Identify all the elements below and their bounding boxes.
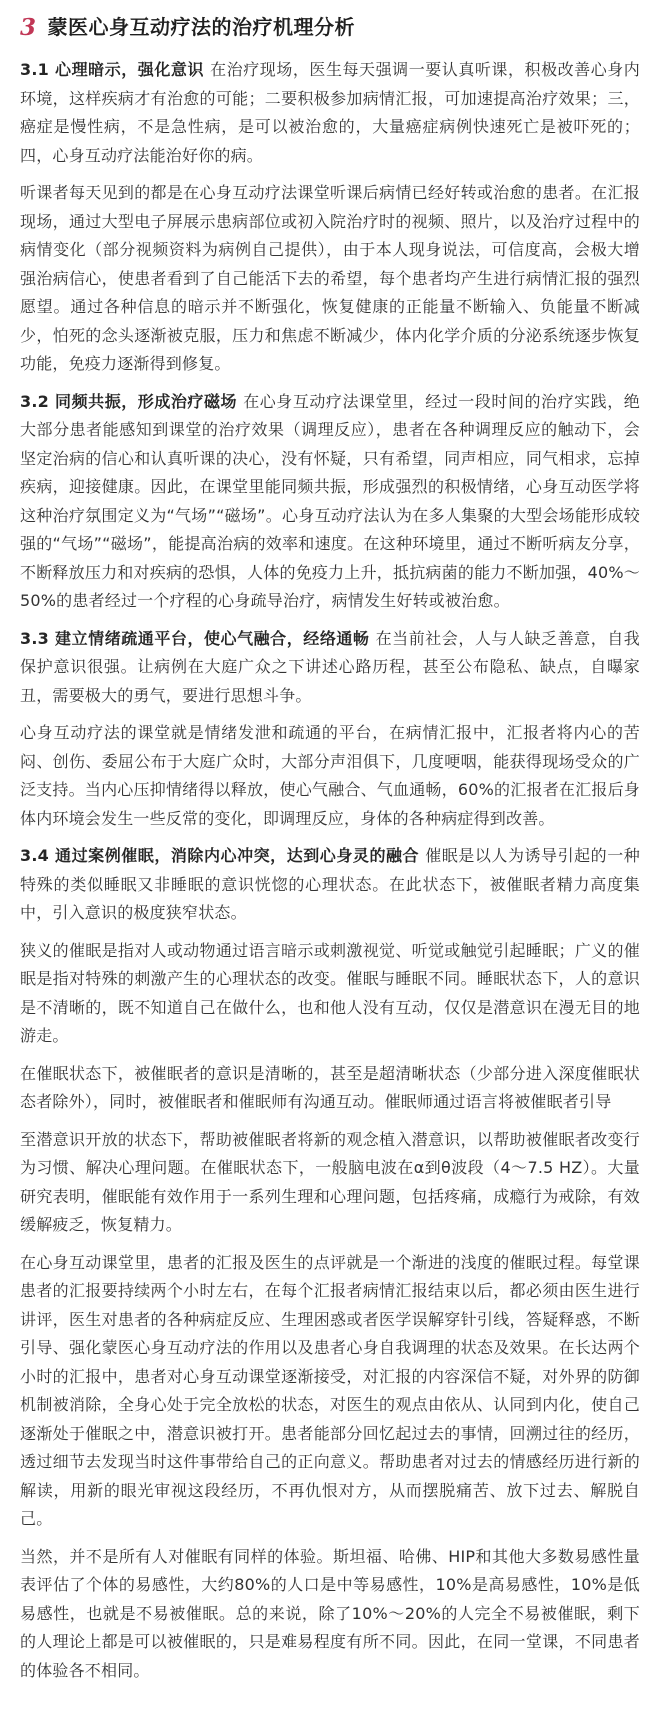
paragraph-text: 听课者每天见到的都是在心身互动疗法课堂听课后病情已经好转或治愈的患者。在汇报现场，通过大型电子屏展示患病部位或初入院治疗时的视频、照片，以及治疗过程中的病情变化（部分视频资料为病例自己提供），由于本人现身说法，可信度高，会极大增强治病信心，使患者看到了自己能活下去的希望，每个患者均产生进行病情汇报的强烈愿望。通过各种信息的暗示并不断强化，恢复健康的正能量不断输入、负能量不断减少，怕死的念头逐渐被克服，压力和焦虑不断减少，体内化学介质的分泌系统逐步恢复功能，免疫力逐渐得到修复。 xyxy=(20,183,640,373)
paragraph-text: 在催眠状态下，被催眠者的意识是清晰的，甚至是超清晰状态（少部分进入深度催眠状态者除外），同时，被催眠者和催眠师有沟通互动。催眠师通过语言将被催眠者引导 xyxy=(20,1063,640,1111)
paragraph-text: 催眠是以人为诱导引起的一种特殊的类似睡眠又非睡眠的意识恍惚的心理状态。在此状态下，被催眠者精力高度集中，引入意识的极度狭窄状态。 xyxy=(20,846,640,922)
paragraph-text: 在心身互动疗法课堂里，经过一段时间的治疗实践，绝大部分患者能感知到课堂的治疗效果（调理反应），患者在各种调理反应的触动下，会坚定治病的信心和认真听课的决心，没有怀疑，只有希望，同声相应，同气相求，忘掉疾病，迎接健康。因此，在课堂里能同频共振，形成强烈的积极情绪，心身互动医学将这种治疗氛围定义为“气场”“磁场”。心身互动疗法认为在多人集聚的大型会场能形成较强的“气场”“磁场”，能提高治病的效率和速度。在这种环境里，通过不断听病友分享，不断释放压力和对疾病的恐惧，人体的免疫力上升，抵抗病菌的能力不断加强，40%～50%的患者经过一个疗程的心身疏导治疗，病情发生好转或被治愈。 xyxy=(20,391,640,610)
paragraph-3-1 xyxy=(20,56,640,170)
subsection-heading-3-4: 3.4 通过案例催眠，消除内心冲突，达到心身灵的融合 xyxy=(20,846,420,865)
paragraph-3-3 xyxy=(20,625,640,711)
paragraph xyxy=(20,1249,640,1534)
paragraph-text: 在心身互动课堂里，患者的汇报及医生的点评就是一个渐进的浅度的催眠过程。每堂课患者的汇报要持续两个小时左右，在每个汇报者病情汇报结束以后，都必须由医生进行讲评，医生对患者的各种病症反应、生理困惑或者医学误解穿针引线，答疑释惑，不断引导、强化蒙医心身互动疗法的作用以及患者心身自我调理的状态及效果。在长达两个小时的汇报中，患者对心身互动课堂逐渐接受，对汇报的内容深信不疑，对外界的防御机制被消除，全身心处于完全放松的状态，对医生的观点由依从、认同到内化，使自己逐渐处于催眠之中，潜意识被打开。患者能部分回忆起过去的事情，回溯过往的经历，透过细节去发现当时这件事带给自己的正向意义。帮助患者对过去的情感经历进行新的解读，用新的眼光审视这段经历，不再仇恨对方，从而摆脱痛苦、放下过去、解脱自己。 xyxy=(20,1252,640,1528)
paragraph-3-2 xyxy=(20,388,640,616)
paragraph xyxy=(20,1543,640,1686)
paragraph-text: 在治疗现场，医生每天强调一要认真听课，积极改善心身内环境，这样疾病才有治愈的可能；二要积极参加病情汇报，可加速提高治疗效果；三，癌症是慢性病，不是急性病，是可以被治愈的，大量癌症病例快速死亡是被吓死的；四，心身互动疗法能治好你的病。 xyxy=(20,60,641,165)
paragraph xyxy=(20,179,640,379)
paragraph xyxy=(20,719,640,833)
paragraph-3-4 xyxy=(20,842,640,928)
paragraph xyxy=(20,937,640,1051)
section-title xyxy=(20,12,640,42)
paragraph-text: 当然，并不是所有人对催眠有同样的体验。斯坦福、哈佛、HIP和其他大多数易感性量表评估了个体的易感性，大约80%的人口是中等易感性，10%是高易感性，10%是低易感性，也就是不易被催眠。总的来说，除了10%～20%的人完全不易被催眠，剩下的人理论上都是可以被催眠的，只是难易程度有所不同。因此，在同一堂课，不同患者的体验各不相同。 xyxy=(20,1546,640,1680)
paragraph xyxy=(20,1126,640,1240)
paragraph-text: 在当前社会，人与人缺乏善意，自我保护意识很强。让病例在大庭广众之下讲述心路历程，甚至公布隐私、缺点，自曝家丑，需要极大的勇气，要进行思想斗争。 xyxy=(20,628,641,705)
subsection-heading-3-1: 3.1 心理暗示，强化意识 xyxy=(20,60,204,79)
paragraph xyxy=(20,1060,640,1117)
section-number: 3 xyxy=(20,14,37,41)
paragraph-text: 狭义的催眠是指对人或动物通过语言暗示或刺激视觉、听觉或触觉引起睡眠；广义的催眠是指对特殊的刺激产生的心理状态的改变。催眠与睡眠不同。睡眠状态下，人的意识是不清晰的，既不知道自己在做什么，也和他人没有互动，仅仅是潜意识在漫无目的地游走。 xyxy=(20,940,640,1045)
section-title-text: 蒙医心身互动疗法的治疗机理分析 xyxy=(47,15,356,39)
subsection-heading-3-2: 3.2 同频共振，形成治疗磁场 xyxy=(20,391,238,411)
paragraph-text: 心身互动疗法的课堂就是情绪发泄和疏通的平台，在病情汇报中，汇报者将内心的苦闷、创伤、委屈公布于大庭广众时，大部分声泪俱下，几度哽咽，能获得现场受众的广泛支持。当内心压抑情绪得以释放，使心气融合、气血通畅，60%的汇报者在汇报后身体内环境会发生一些反常的变化，即调理反应，身体的各种病症得到改善。 xyxy=(20,723,640,828)
paragraph-text: 至潜意识开放的状态下，帮助被催眠者将新的观念植入潜意识，以帮助被催眠者改变行为习惯、解决心理问题。在催眠状态下，一般脑电波在α到θ波段（4～7.5 HZ）。大量研究表明，催眠能有效作用于一系列生理和心理问题，包括疼痛，成瘾行为戒除，有效缓解疲乏，恢复精力。 xyxy=(20,1129,640,1234)
subsection-heading-3-3: 3.3 建立情绪疏通平台，使心气融合，经络通畅 xyxy=(20,628,370,648)
